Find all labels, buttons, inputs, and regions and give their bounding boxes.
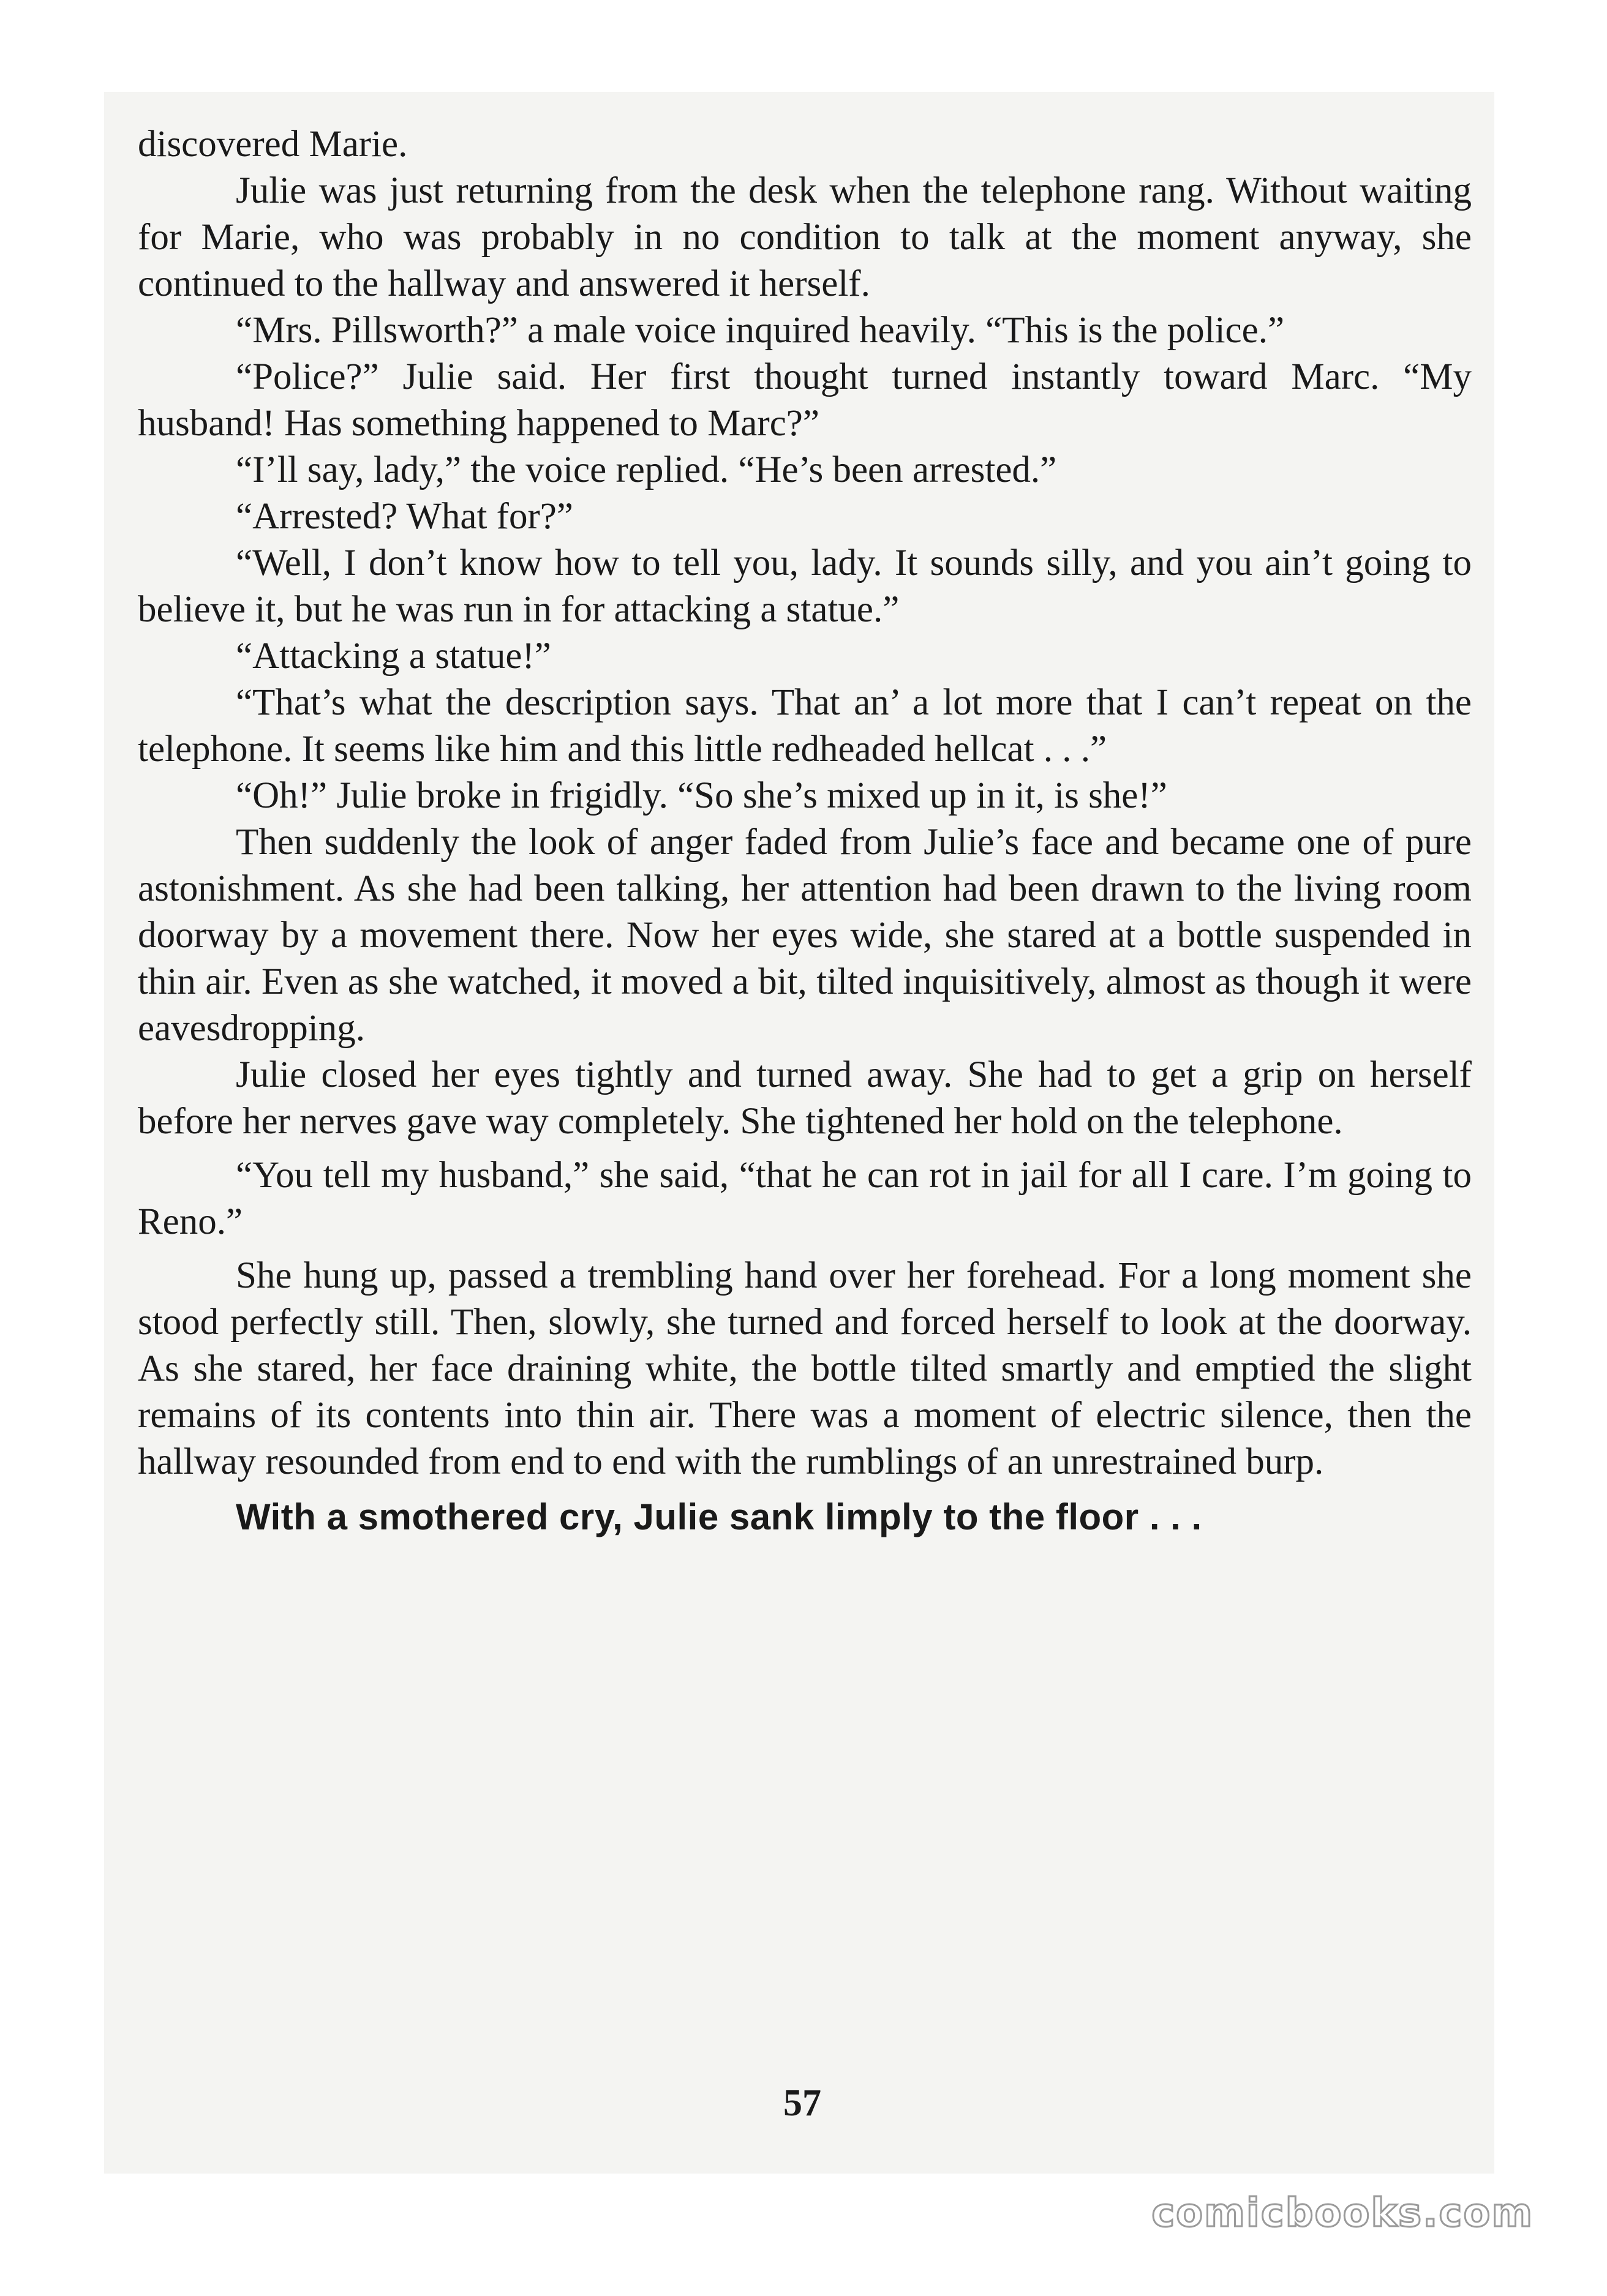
page-number: 57	[783, 2082, 821, 2124]
paragraph: “Police?” Julie said. Her first thought turned instantly toward Marc. “My husband! Has something happened to Marc?”	[138, 356, 1472, 444]
paragraph: “That’s what the description says. That an’ a lot more that I can’t repeat on the telephone. It seems like him and this little redheaded hellcat . . .”	[138, 682, 1472, 770]
watermark-logo: comicbooks.com	[1151, 2191, 1534, 2236]
paragraph: “Arrested? What for?”	[236, 496, 573, 537]
paragraph: Julie was just returning from the desk when the telephone rang. Without waiting for Marie, who was probably in no condition to talk at the moment anyway, she continued to the hallway and answered it herself.	[138, 170, 1472, 304]
paragraph: “Mrs. Pillsworth?” a male voice inquired heavily. “This is the police.”	[236, 310, 1285, 351]
paragraph: “Attacking a statue!”	[236, 636, 551, 677]
story-text	[138, 121, 1472, 1540]
paragraph: Julie closed her eyes tightly and turned away. She had to get a grip on herself before her nerves gave way completely. She tightened her hold on the telephone.	[138, 1054, 1472, 1142]
paragraph: She hung up, passed a trembling hand over her forehead. For a long moment she stood perfectly still. Then, slowly, she turned and forced herself to look at the doorway. As she stared, her face draining white, the bottle tilted smartly and emptied the slight remains of its contents into thin air. There was a moment of electric silence, then the hallway resounded from end to end with the rumblings of an unrestrained burp.	[138, 1255, 1472, 1482]
closing-paragraph: With a smothered cry, Julie sank limply to the floor . . .	[236, 1496, 1202, 1537]
paragraph: “I’ll say, lady,” the voice replied. “He’s been arrested.”	[236, 449, 1057, 490]
paragraph: “Well, I don’t know how to tell you, lady. It sounds silly, and you ain’t going to believe it, but he was run in for attacking a statue.”	[138, 542, 1472, 630]
paragraph: Then suddenly the look of anger faded from Julie’s face and became one of pure astonishment. As she had been talking, her attention had been drawn to the living room doorway by a movement there. Now her eyes wide, she stared at a bottle suspended in thin air. Even as she watched, it moved a bit, tilted inquisitively, almost as though it were eavesdropping.	[138, 822, 1472, 1049]
paragraph: “Oh!” Julie broke in frigidly. “So she’s mixed up in it, is she!”	[236, 775, 1167, 816]
paragraph: “You tell my husband,” she said, “that he can rot in jail for all I care. I’m going to Reno.”	[138, 1155, 1472, 1242]
paragraph: discovered Marie.	[138, 124, 408, 165]
